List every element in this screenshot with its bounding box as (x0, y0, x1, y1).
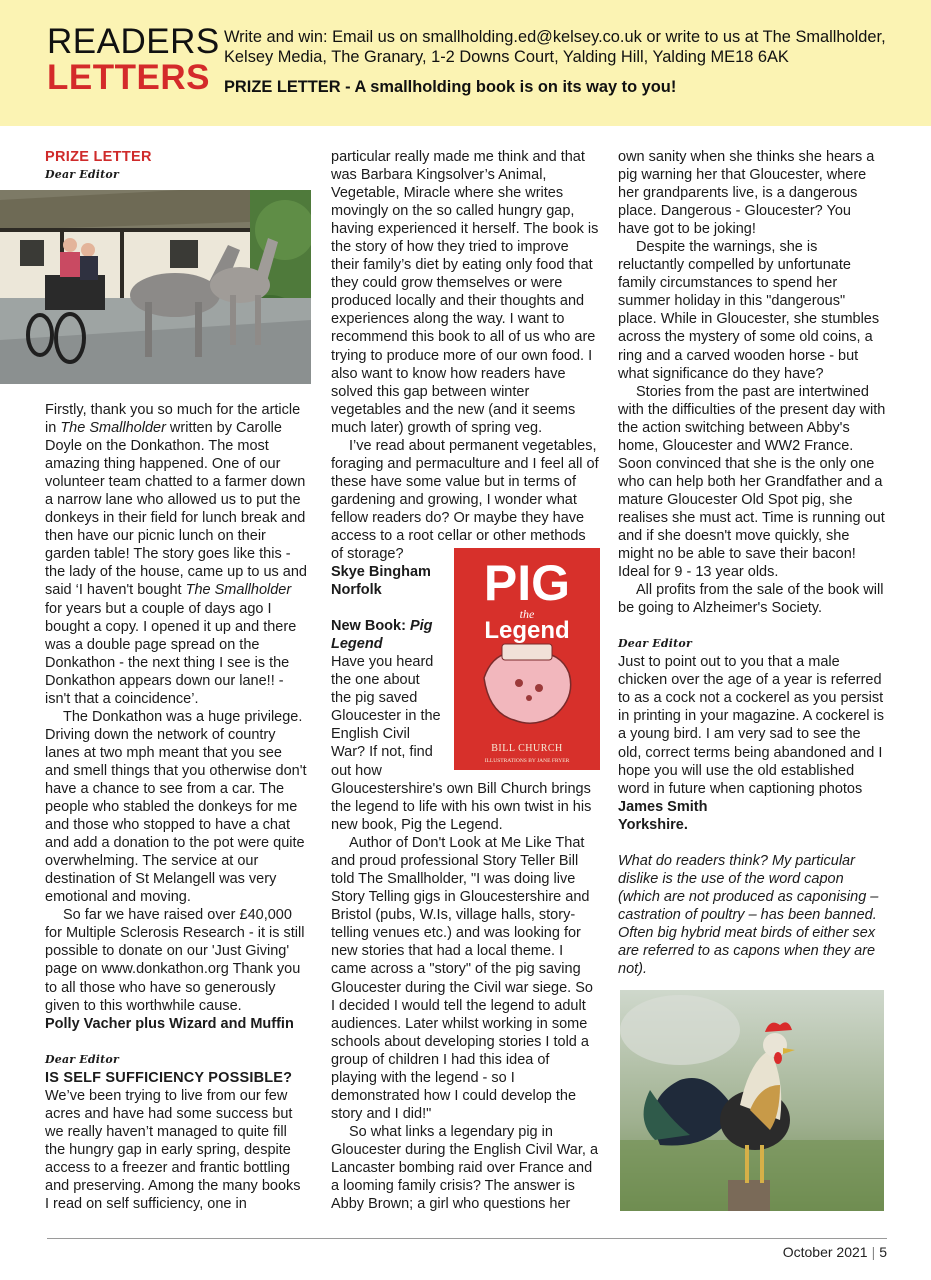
section-title-line1: READERS (47, 22, 220, 61)
cover-title-legend: Legend (484, 617, 570, 644)
publication-name: The Smallholder (60, 420, 166, 437)
book-cover-art (454, 548, 600, 770)
contact-info: Write and win: Email us on smallholding.ed@kelsey.co.uk or write to us at The Smallholder, Kelsey Media, The Granary, 1-2 Downs Court, Yalding Hill, Yalding ME18 6AK (224, 28, 886, 66)
header-banner (0, 0, 931, 126)
letter2-paragraph-2b: of storage? (331, 546, 404, 562)
book-paragraph-4: Despite the warnings, she is reluctantly compelled by unfortunate family circumstances to spend her summer holiday in this "dangerous" place. While in Gloucester, she stumbles across the mystery of some old coins, a ring and a carved wooden horse - but what significance do they have? (618, 239, 880, 382)
footer-separator: | (871, 1244, 876, 1260)
book-paragraph-1b: Gloucestershire's own Bill Church brings the legend to life with his own twist in his new book, Pig the Legend. (331, 781, 592, 834)
prize-note: PRIZE LETTER - A smallholding book is on its way to you! (224, 78, 677, 96)
column-2-narrow (331, 545, 443, 780)
letter1-signature: Polly Vacher plus Wizard and Muffin (45, 1015, 294, 1032)
column-2-bottom (331, 780, 599, 1213)
cover-illustrator: ILLUSTRATIONS BY JANE FRYER (484, 758, 570, 764)
salutation: Dear Editor (45, 168, 119, 182)
letter3-paragraph-1: Just to point out to you that a male chicken over the age of a year is referred to as a cock not a cockerel as you persist in printing in your magazine. A cockerel is a young bird. I am very sad to see the old, correct terms being abandoned and I hope you will use the old established word in future when captioning photos (618, 654, 884, 797)
letter2-paragraph-1b: particular really made me think and that was Barbara Kingsolver’s Animal, Vegetable, Miracle where she writes movingly on the so called hungry gap, having experienced it herself. The book is the story of how they tried to improve their family’s diet by eating only food that they could grow themselves or were produced locally and their thoughts and experiences along the way. I want to recommend this book to all of us who are trying to produce more of our own food. I also want to know how readers have solved this gap between winter vegetables and the new (and it seems much later) growth of spring veg. (331, 149, 599, 436)
salutation: Dear Editor (618, 637, 692, 651)
book-paragraph-5: Stories from the past are intertwined with the difficulties of the present day with the action switching between Abby's home, Gloucester and WW2 France. Soon convinced that she is the only one who can help both her Grandfather and a mature Gloucester Old Spot pig, she realises she must act. Time is running out and if she doesn't move quickly, she might no be able to save their bacon! Ideal for 9 - 13 year olds. (618, 383, 886, 581)
letter1-body (45, 401, 308, 1213)
prize-letter-label: PRIZE LETTER (45, 149, 152, 165)
cover-title-the: the (519, 607, 535, 621)
section-title (47, 24, 220, 95)
footer-divider (47, 1238, 887, 1239)
donkey-carriage-photo (0, 190, 311, 384)
text-run: Firstly, thank you so much for the article in (45, 402, 301, 437)
banner-contact (224, 27, 914, 97)
cover-title-pig: PIG (483, 555, 571, 611)
editor-reply: What do readers think? My particular dislike is the use of the word capon (which are not produced as caponising – castration of poultry – has been banned. Often big hybrid meat birds of either sex are referred to as capons when they are not). (618, 852, 879, 978)
column-1 (45, 148, 308, 184)
book-paragraph-3b: own sanity when she thinks she hears a pig warning her that Gloucester, where her grandparents live, is a dangerous place. Dangerous - Gloucester? You have got to be joking! (618, 149, 875, 238)
book-cover (454, 548, 600, 770)
letter3-signature-name: James Smith (618, 798, 708, 815)
cockerel-photo (620, 990, 884, 1211)
book-paragraph-2: Author of Don't Look at Me Like That and proud professional Story Teller Bill told The Smallholder, "I was doing live Story Telling gigs in Gloucestershire and Bristol (pubs, W.Is, village halls, story-telling venues etc.) and was looking for new stories that had a local theme. I came across a "story" of the pig saving Gloucester during the Civil war siege. So I decided I would tell the legend to adult audiences. Later whilst working in some schools about developing stories I told a group of children I had this idea of playing with the legend - so I demonstrated how I could develop the story and I did!" (331, 835, 593, 1122)
salutation: Dear Editor (45, 1052, 119, 1066)
letter1-paragraph-3: So far we have raised over £40,000 for Multiple Sclerosis Research - it is still possible to donate on our 'Just Giving' page on www.donkathon.org Thank you to all those who have so generously given to this worthwhile cause. (45, 907, 305, 1014)
letter2-heading: IS SELF SUFFICIENCY POSSIBLE? (45, 1069, 293, 1086)
book-paragraph-3a: So what links a legendary pig in Gloucester during the English Civil War, a Lancaster bombing raid over France and a looming family crisis? The answer is Abby Brown; a girl who questions her (331, 1123, 599, 1213)
page-footer (783, 1244, 887, 1260)
page-number: 5 (879, 1244, 887, 1260)
column-3 (618, 148, 886, 978)
letter2-signature-place: Norfolk (331, 582, 382, 599)
publication-name: The Smallholder (185, 582, 292, 599)
issue-date: October 2021 (782, 1244, 868, 1260)
book-heading-title: Pig Legend (331, 618, 433, 653)
letter3-signature-place: Yorkshire. (618, 816, 688, 833)
cover-author: BILL CHURCH (491, 743, 563, 754)
book-heading (331, 617, 443, 653)
letter2-paragraph-2a: I’ve read about permanent vegetables, foraging and permaculture and I feel all of these have some value but in terms of gardening and growing, I wonder what fellow readers do? Or maybe they have access to a root cellar or other methods (331, 437, 599, 544)
letter2-paragraph-1a: We’ve been trying to live from our few acres and have had some success but we really haven’t managed to quite fill the hungry gap in early spring, despite access to a freezer and frantic bottling and preserving. Among the many books I read on self sufficiency, one in (45, 1087, 301, 1213)
letter1-paragraph-2: The Donkathon was a huge privilege. Driving down the network of country lanes at two mph meant that you see and smell things that you otherwise don't have a chance to see from a car. The people who stabled the donkeys for me and those who stopped to have a chat and add a donation to the pot were quite overwhelming. The service at our destination of St Melangell was very emotional and moving. (45, 708, 307, 906)
text-run: written by Carolle Doyle on the Donkathon. The most amazing thing happened. One of our volunteer team chatted to a farmer down a narrow lane who allowed us to put the donkeys in their field for lunch break and then have our picnic lunch on their garden table! The story goes like this - the lady of the house, came up to us and said ‘I haven't bought (45, 420, 307, 599)
book-paragraph-1a: Have you heard the one about the pig saved Gloucester in the English Civil War? If not, find out how (331, 654, 441, 779)
text-run: for years but a couple of days ago I bought a copy. I opened it up and there was a double page spread on the Donkathon - the next thing I see is the Donkathon appears down our lane!! - isn't that a coincidence’. (45, 600, 297, 707)
section-title-line2: LETTERS (47, 58, 210, 97)
letter2-signature-name: Skye Bingham (331, 564, 431, 581)
book-paragraph-6: All profits from the sale of the book will be going to Alzheimer's Society. (618, 582, 884, 617)
column-2-top (331, 148, 599, 545)
book-heading-prefix: New Book: (331, 618, 410, 635)
letter1-paragraph-1 (45, 401, 308, 708)
